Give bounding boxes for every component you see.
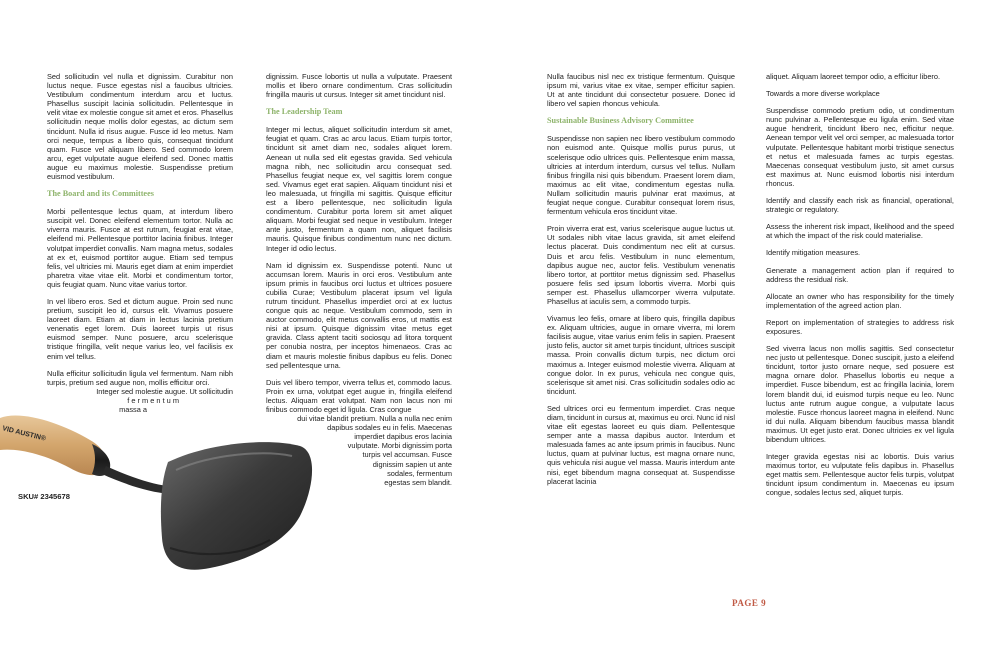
paragraph-line: f e r m e n t u m: [127, 395, 179, 405]
paragraph: Identify mitigation measures.: [766, 248, 861, 258]
paragraph: Proin viverra erat est, varius scelerisque augue luctus ut. Ut sodales nibh vitae lacus gravida, sit amet eleifend lectus placerat. Duis condimentum nec elit at cursus. Duis et arcu felis. Vestibulum in nunc elementum, dapibus augue nec, auctor felis. Vestibulum venenatis libero tortor, at porttitor metus dignissim sed. Phasellus posuere felis sed ipsum lobortis viverra. Morbi quis semper est. Phasellus ullamcorper viverra vulputate. Phasellus at iaculis sem, a commodo turpis.: [547, 224, 735, 306]
trowel-handle: [0, 415, 106, 475]
paragraph: Integer mi lectus, aliquet sollicitudin interdum sit amet, feugiat et quam. Cras ac arcu lacus. Etiam turpis tortor, tincidunt sit amet diam nec, sodales aliquet lorem. Aenean ut nulla sed elit egestas gravida. Sed vehicula magna nibh, nec sollicitudin arcu consequat sed. Phasellus feugiat neque ex, vel sagittis lorem congue sed. Vivamus eget erat sapien. Aliquam tincidunt nisi et leo malesuada, ut fringilla mi sagittis. Quisque efficitur est a libero pellentesque, nec sollicitudin ligula condimentum. Curabitur porta lorem sit amet aliquet aliquam. Morbi feugiat sed neque in vestibulum. Integer ante justo, fermentum a quam non, aliquet facilisis mauris. Quisque finibus condimentum nunc nec dictum. Integer id odio lectus.: [266, 125, 452, 253]
paragraph: Towards a more diverse workplace: [766, 89, 880, 99]
paragraph: aliquet. Aliquam laoreet tempor odio, a efficitur libero.: [766, 72, 941, 81]
brand-mark: VID AUSTIN®: [1, 425, 47, 443]
paragraph-line: dapibus sodales eu in felis. Maecenas: [327, 423, 452, 433]
trowel-neck: [102, 466, 170, 494]
section-heading-sustainable: Sustainable Business Advisory Committee: [547, 116, 694, 126]
paragraph-line: egestas sem blandit.: [384, 477, 452, 487]
paragraph: Assess the inherent risk impact, likelihood and the speed at which the impact of the risk could materialise.: [766, 222, 954, 241]
column-1: [47, 72, 233, 414]
paragraph: Nulla faucibus nisl nec ex tristique fermentum. Quisque ipsum mi, varius vitae ex vitae, semper efficitur sapien. Ut at ante tincidunt dui consectetur posuere. Donec id libero vel sapien rhoncus vehicula.: [547, 72, 735, 109]
paragraph: Report on implementation of strategies to address risk exposures.: [766, 317, 954, 336]
paragraph: Sed ultrices orci eu fermentum imperdiet. Cras neque diam, tincidunt in cursus at, maximus eu orci. Nunc id nisl vitae elit egestas laoreet eu quis diam. Pellentesque semper ante a massa dapibus auctor. Interdum et malesuada fames ac ante ipsum primis in faucibus. Nunc luctus, quam at pulvinar luctus, est magna ornare nunc, quis vehicula nisi augue vel massa. Mauris interdum ante nisi, eget bibendum magna consequat at. Suspendisse placerat lacinia: [547, 403, 735, 486]
section-heading-leadership: The Leadership Team: [266, 107, 343, 117]
paragraph: Suspendisse commodo pretium odio, ut condimentum nunc pulvinar a. Pellentesque eu ligula enim. Sed vitae augue hendrerit, tincidunt libero nec, efficitur neque. Aenean tempor velit vel orci semper, ac malesuada tortor vulputate. Pellentesque habitant morbi tristique senectus et netus et malesuada fames ac turpis egestas. Maecenas consequat vestibulum justo, sit amet cursus est maximus at. Nunc euismod lobortis nisi interdum rhoncus.: [766, 106, 954, 188]
paragraph: Identify and classify each risk as financial, operational, strategic or regulatory.: [766, 196, 954, 215]
paragraph: Integer gravida egestas nisi ac lobortis. Duis varius maximus tortor, eu vulputate felis dapibus in. Phasellus eget mattis sem. Pellentesque auctor felis turpis, volutpat tincidunt ipsum condimentum in. Maecenas eu ipsum congue, sodales lectus sed, aliquet turpis.: [766, 452, 954, 498]
paragraph-line: Integer sed molestie augue. Ut sollicitudin: [96, 386, 233, 396]
paragraph-line: vulputate. Morbi dignissim porta: [347, 441, 452, 451]
paragraph-line: massa a: [119, 405, 147, 414]
paragraph: Allocate an owner who has responsibility for the timely implementation of the agreed action plan.: [766, 291, 954, 310]
column-4: [766, 72, 954, 506]
paragraph: Generate a management action plan if required to address the residual risk.: [766, 265, 954, 284]
paragraph: dignissim. Fusce lobortis ut nulla a vulputate. Praesent mollis et libero ornare condimentum. Cras sollicitudin fringilla mauris ut cursus. Integer sit amet tincidunt nisl.: [266, 72, 452, 100]
paragraph-line: Nulla efficitur sollicitudin ligula vel fermentum. Nam nibh turpis, pretium sed augue non, mollis efficitur orci.: [47, 368, 233, 387]
paragraph: Sed viverra lacus non mollis sagittis. Sed consectetur nec justo ut pellentesque. Donec suscipit, justo a eleifend tincidunt, tortor justo ornare neque, sed posuere est magna ornare dolor. Phasellus lobortis eu neque a imperdiet. Fusce bibendum, est ac fringilla lacinia, lorem lorem blandit dui, id euismod turpis neque eu leo. Nunc luctus ante rutrum augue congue, a vulputate lacus molestie. Fusce rhoncus laoreet magna in eleifend. Nunc id dui nulla. Aliquam bibendum faucibus massa blandit maximus. Ut eget justo erat. Donec ultricies ex vel ligula bibendum ultrices.: [766, 344, 954, 444]
paragraph: Nam id dignissim ex. Suspendisse potenti. Nunc ut accumsan lorem. Mauris in orci eros. Vestibulum ante ipsum primis in faucibus orci luctus et ultrices posuere cubilia Curae; Vestibulum placerat ipsum vel ligula rutrum tincidunt. Phasellus imperdiet orci at ex luctus congue quis ac neque. Vestibulum commodo, sem in auctor commodo, elit metus convallis eros, ut mattis est nisi at ipsum. Quisque dignissim vitae metus eget gravida. Class aptent taciti sociosqu ad litora torquent per conubia nostra, per inceptos himenaeos. Cras ac diam et mauris molestie finibus dapibus eu felis. Donec sed pellentesque urna.: [266, 260, 452, 370]
paragraph-line: dignissim sapien ut ante: [372, 459, 452, 469]
garden-trowel-icon: [0, 388, 380, 578]
page-number: PAGE 9: [732, 598, 767, 608]
paragraph: Morbi pellentesque lectus quam, at interdum libero suscipit vel. Donec eleifend elementum tortor. Nulla ac viverra mauris. Fusce at est rutrum, feugiat erat vitae, eleifend mi. Pellentesque porttitor lacinia finibus. Integer volutpat imperdiet convallis. Nam magna metus, sodales at ex et, euismod porttitor augue. Etiam sed tempus felis, vel ultricies mi. Mauris eget diam at enim imperdiet pharetra vitae vitae elit. Morbi et condimentum tortor, quis feugiat quam. Nunc vitae varius tortor.: [47, 207, 233, 289]
trowel-blade: [161, 442, 312, 570]
paragraph: In vel libero eros. Sed et dictum augue. Proin sed nunc pretium, suscipit leo id, cursus elit. Vivamus posuere laoreet diam. Etiam at diam in lectus lacinia pretium venenatis eget lorem. Duis laoreet turpis ut risus euismod semper. Nunc posuere, arcu scelerisque tristique fringilla, velit neque varius leo, vel facilisis ex enim vel tellus.: [47, 296, 233, 361]
paragraph-line: imperdiet dapibus eros lacinia: [354, 432, 452, 442]
paragraph-line: turpis vel accumsan. Fusce: [362, 450, 452, 460]
paragraph-line: dui vitae blandit pretium. Nulla a nulla nec enim: [297, 414, 452, 424]
paragraph: Vivamus leo felis, ornare at libero quis, fringilla dapibus ex. Aliquam ultricies, augue in ornare viverra, mi lorem facilisis augue, vitae varius enim felis in sapien. Praesent justo felis, auctor sit amet turpis tincidunt, ultrices suscipit massa. Proin convallis dictum turpis, nec dictum orci maximus a. Integer euismod molestie viverra. Aliquam at congue dolor. In ex purus, vehicula nec congue quis, scelerisque sit amet nisi. Cras sollicitudin sodales odio ac tincidunt.: [547, 314, 735, 396]
paragraph: Sed sollicitudin vel nulla et dignissim. Curabitur non luctus neque. Fusce egestas nisl a faucibus ultricies. Vestibulum condimentum interdum arcu et luctus. Phasellus suscipit lacinia sollicitudin. Pellentesque in velit vitae ex molestie congue sit amet et eros. Phasellus sollicitudin neque mollis dolor egestas, ac dictum sem tincidunt. Nulla id risus augue. Fusce id leo metus. Nam orci neque, tempus a libero quis, consequat tincidunt quam. Fusce vel aliquam libero. Sed commodo lorem arcu, eget vulputate augue eleifend sed. Donec mattis augue eu maximus molestie. Suspendisse pretium euismod vestibulum.: [47, 72, 233, 182]
paragraph-line: sodales, fermentum: [387, 468, 452, 478]
paragraph: Suspendisse non sapien nec libero vestibulum commodo non euismod ante. Quisque mollis purus purus, ut scelerisque odio ultrices quis. Pellentesque enim massa, ultricies at interdum interdum, cursus vel tellus. Nullam finibus fringilla nisi quis bibendum. Praesent lorem diam, maximus ac elit vitae, condimentum egestas nulla. Nullam sollicitudin mauris pulvinar erat maximus, at feugiat neque congue. Curabitur consequat lorem risus, fermentum vehicula eros tincidunt vitae.: [547, 134, 735, 217]
column-3: [547, 72, 735, 494]
section-heading-board: The Board and its Committees: [47, 189, 154, 199]
paragraph-line: Duis vel libero tempor, viverra tellus et, commodo lacus. Proin ex urna, volutpat eget augue in, fringilla eleifend lectus. Aliquam erat volutpat. Nam non lacus non mi finibus commodo eget id ligula. Cras congue: [266, 377, 452, 414]
sku-label: SKU# 2345678: [18, 492, 70, 501]
